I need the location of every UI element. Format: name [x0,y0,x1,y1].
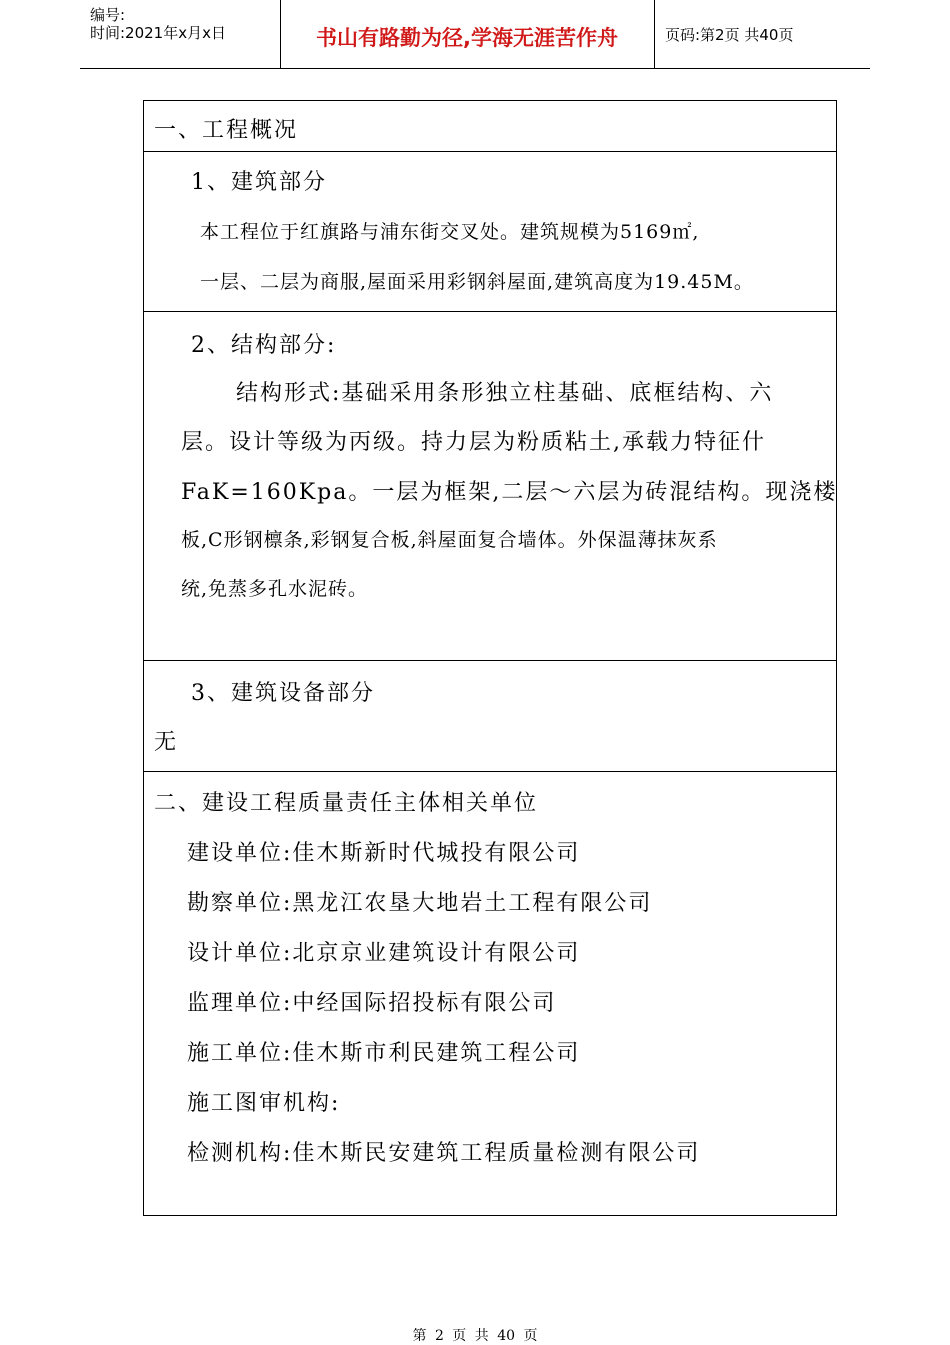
header-motto-cell [280,0,655,68]
building-line-1: 本工程位于红旗路与浦东街交叉处。建筑规模为5169㎡, [200,221,700,243]
structure-section [144,311,836,660]
structure-line-3: FaK=160Kpa。一层为框架,二层～六层为砖混结构。现浇楼 [181,480,838,505]
party-testing: 检测机构:佳木斯民安建筑工程质量检测有限公司 [187,1141,701,1166]
motto: 书山有路勤为径,学海无涯苦作舟 [316,26,618,50]
header-page-cell [655,0,870,68]
building-heading: 1、建筑部分 [191,170,327,195]
content-table [143,100,837,1216]
time-label: 时间:2021年x月x日 [90,24,226,42]
structure-line-2: 层。设计等级为丙级。持力层为粉质粘土,承载力特征什 [181,430,766,455]
page-footer: 第 2 页 共 40 页 [412,1328,538,1344]
parties-section [144,771,836,1215]
number-label: 编号: [90,6,126,24]
party-drawing-review: 施工图审机构: [187,1091,341,1116]
party-supervision: 监理单位:中经国际招投标有限公司 [187,991,557,1016]
page-label: 页码:第2页 共40页 [665,26,794,44]
party-survey: 勘察单位:黑龙江农垦大地岩土工程有限公司 [187,891,653,916]
overview-title: 一、工程概况 [154,118,299,143]
building-section [144,151,836,311]
structure-line-4: 板,C形钢檩条,彩钢复合板,斜屋面复合墙体。外保温薄抹灰系 [181,529,718,551]
equipment-heading: 3、建筑设备部分 [191,681,375,706]
header-meta [80,0,281,68]
overview-title-row [144,101,836,151]
parties-title: 二、建设工程质量责任主体相关单位 [154,791,539,816]
party-contractor: 施工单位:佳木斯市利民建筑工程公司 [187,1041,581,1066]
structure-heading: 2、结构部分: [191,333,337,358]
equipment-section [144,660,836,771]
equipment-value: 无 [154,730,179,755]
building-line-2: 一层、二层为商服,屋面采用彩钢斜屋面,建筑高度为19.45M。 [200,271,754,293]
page-header [80,0,870,69]
structure-line-5: 统,免蒸多孔水泥砖。 [181,578,369,600]
party-construction: 建设单位:佳木斯新时代城投有限公司 [187,841,581,866]
party-design: 设计单位:北京京业建筑设计有限公司 [187,941,581,966]
structure-line-1: 结构形式:基础采用条形独立柱基础、底框结构、六 [236,381,774,406]
